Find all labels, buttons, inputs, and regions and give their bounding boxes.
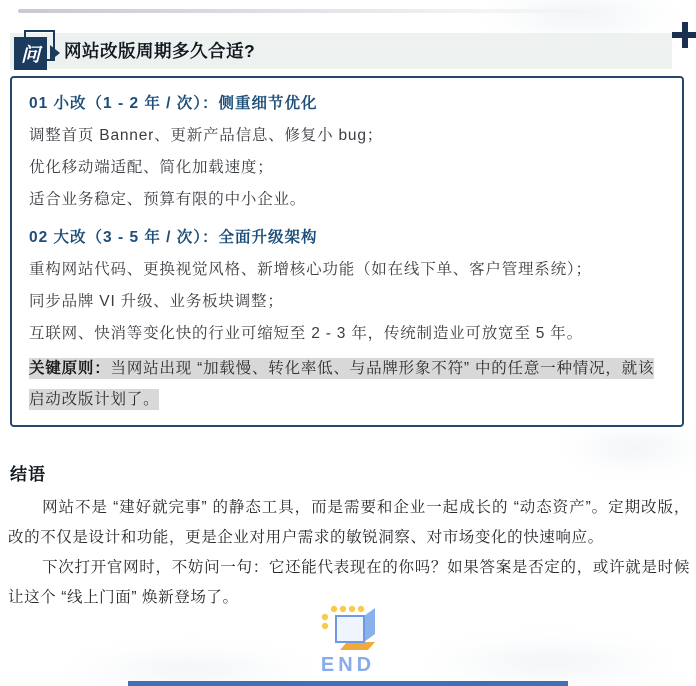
key-principle-line: [29, 353, 665, 415]
conclusion-paragraph: 网站不是 “建好就完事” 的静态工具，而是需要和企业一起成长的 “动态资产”。定期改版，改的不仅是设计和功能，更是企业对用户需求的敏锐洞察、对市场变化的快速响应。: [8, 499, 690, 546]
section-heading-minor-revision: 01 小改（1 - 2 年 / 次）：侧重细节优化: [29, 95, 318, 112]
bottom-blue-bar: [128, 681, 568, 686]
plus-icon: [672, 22, 696, 48]
conclusion-text: [8, 493, 690, 613]
qa-line: 互联网、快消等变化快的行业可缩短至 2 - 3 年，传统制造业可放宽至 5 年。: [29, 325, 583, 342]
qa-content-box: [10, 76, 684, 427]
qa-line: 重构网站代码、更换视觉风格、新增核心功能（如在线下单、客户管理系统）；: [29, 261, 592, 278]
conclusion-heading: 结语: [10, 465, 46, 484]
end-footer: [0, 604, 696, 677]
conclusion-paragraph: 下次打开官网时，不妨问一句：它还能代表现在的你吗？如果答案是否定的，或许就是时候让这个 “线上门面” 焕新登场了。: [8, 559, 690, 606]
arrow-right-icon: [50, 45, 60, 61]
key-principle-label: 关键原则：: [29, 360, 111, 377]
question-badge-icon: 问: [14, 37, 47, 70]
background-texture: [560, 425, 696, 470]
top-divider-line: [18, 9, 638, 13]
section-heading-major-revision: 02 大改（3 - 5 年 / 次）：全面升级架构: [29, 229, 318, 246]
qa-line: 适合业务稳定、预算有限的中小企业。: [29, 191, 307, 208]
end-label: END: [320, 654, 376, 676]
qa-line: 调整首页 Banner、更新产品信息、修复小 bug；: [29, 127, 384, 144]
page-title: 网站改版周期多久合适?: [64, 41, 256, 61]
qa-line: 优化移动端适配、简化加载速度；: [29, 159, 274, 176]
qa-line: 同步品牌 VI 升级、业务板块调整；: [29, 293, 284, 310]
key-principle-highlight: [29, 358, 654, 410]
open-box-icon: [315, 604, 381, 652]
key-principle-text: 当网站出现 “加载慢、转化率低、与品牌形象不符” 中的任意一种情况，就该启动改版计划了。: [29, 360, 655, 408]
